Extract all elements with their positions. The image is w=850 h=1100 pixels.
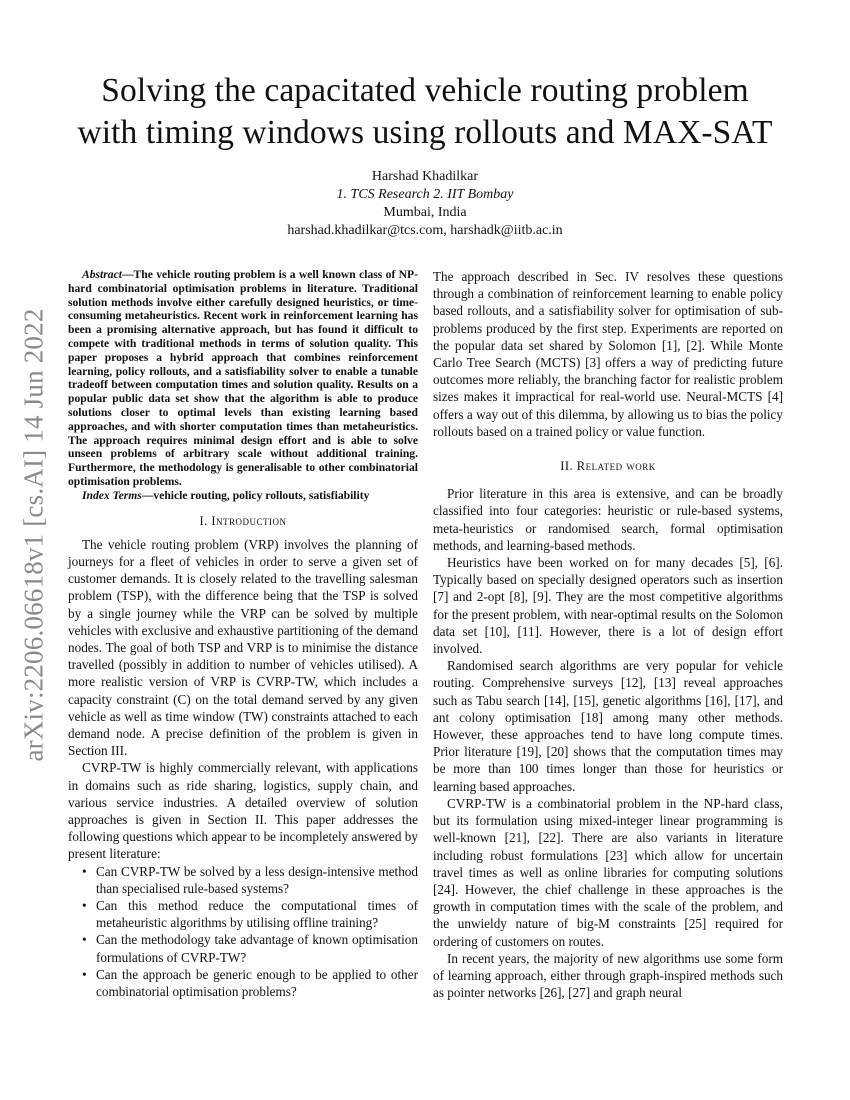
list-item: • Can this method reduce the computational times of metaheuristic algorithms by utilising offline training? (96, 897, 418, 931)
author-location: Mumbai, India (383, 205, 467, 220)
paper-title (40, 70, 810, 154)
author-block (100, 168, 750, 240)
title-line-1: Solving the capacitated vehicle routing problem (101, 72, 749, 109)
index-terms-text: —vehicle routing, policy rollouts, satisfiability (141, 488, 370, 502)
arxiv-stamp-text: arXiv:2206.06618v1 [cs.AI] 14 Jun 2022 (18, 308, 49, 762)
related-paragraph-3: Randomised search algorithms are very popular for vehicle routing. Comprehensive surveys [12], [13] reveal approaches such as Tabu search [14], [15], genetic algorithms [16], [17], and ant colony optimisation [18] among many other methods. However, these approaches tend to have long compute times. Prior literature [19], [20] shows that the computation times may be more than 100 times longer than those for heuristics or learning based approaches. (433, 658, 783, 794)
right-column (433, 268, 783, 1001)
list-item: • Can CVRP-TW be solved by a less design-intensive method than specialised rule-based systems? (96, 863, 418, 897)
abstract-label: Abstract (82, 268, 122, 281)
author-affiliation: 1. TCS Research 2. IIT Bombay (336, 187, 514, 202)
related-paragraph-4: CVRP-TW is a combinatorial problem in the NP-hard class, but its formulation using mixed-integer linear programming is well-known [21], [22]. There are also variants in literature including robust formulations [23] which allow for uncertain travel times as well as online libraries for computing solutions [24]. However, the chief challenge in these approaches is the growth in computation times with the scale of the problem, and the unwieldy nature of big-M constraints [25] required for ordering of customers on routes. (433, 795, 783, 949)
index-terms (68, 489, 418, 503)
author-emails: harshad.khadilkar@tcs.com, harshadk@iitb.ac.in (287, 223, 563, 238)
related-paragraph-2: Heuristics have been worked on for many decades [5], [6]. Typically based on specially designed operators such as insertion [7] and 2-opt [8], [9]. They are the most competitive algorithms for the present problem, with near-optimal results on the Solomon data set [10], [11]. However, there is a lot of design effort involved. (433, 555, 783, 657)
section-heading-introduction: I. Introduction (199, 513, 287, 528)
intro-paragraph-2: CVRP-TW is highly commercially relevant, with applications in domains such as ride sharing, logistics, supply chain, and various service industries. A detailed overview of solution approaches is given in Section II. This paper addresses the following questions which appear to be incompletely answered by present literature: (68, 760, 418, 862)
author-name: Harshad Khadilkar (371, 169, 479, 184)
left-column (68, 268, 418, 1000)
abstract (68, 268, 418, 489)
question-list (68, 863, 418, 1001)
related-paragraph-1: Prior literature in this area is extensive, and can be broadly classified into four categories: heuristic or rule-based systems, meta-heuristics or randomised search, formal optimisation methods, and learning-based methods. (433, 486, 783, 553)
abstract-text: —The vehicle routing problem is a well known class of NP-hard combinatorial optimisation problems in literature. Traditional solution methods involve either carefully designed heuristics, or time-consuming metaheuristics. Recent work in reinforcement learning has been a promising alternative approach, but has found it difficult to compete with traditional methods in terms of solution quality. This paper proposes a hybrid approach that combines reinforcement learning, policy rollouts, and a satisfiability solver to enable a tunable tradeoff between computation times and solution quality. Results on a popular public data set show that the algorithm is able to produce solutions closer to optimal levels than existing learning based approaches, and with shorter computation times than metaheuristics. The approach requires minimal design effort and is able to solve unseen problems of arbitrary scale without additional training. Furthermore, the methodology is generalisable to other combinatorial optimisation problems. (68, 268, 418, 488)
list-item: • Can the methodology take advantage of known optimisation formulations of CVRP-TW? (96, 931, 418, 965)
intro-paragraph-3: The approach described in Sec. IV resolves these questions through a combination of reinforcement learning to enable policy based rollouts, and a satisfiability solver for optimisation of sub-problems produced by the first step. Experiments are reported on the popular data set shared by Solomon [1], [2]. While Monte Carlo Tree Search (MCTS) [3] offers a way of predicting future outcomes more reliably, the branching factor for realistic problem sizes makes it impractical for real-world use. Neural-MCTS [4] offers a way out of this dilemma, by allowing us to bias the policy rollouts based on a trained policy or value function. (433, 269, 783, 439)
list-item: • Can the approach be generic enough to be applied to other combinatorial optimisation problems? (96, 966, 418, 1000)
index-terms-label: Index Terms (82, 488, 142, 502)
title-line-2: with timing windows using rollouts and MAX-SAT (77, 114, 773, 151)
section-heading-related-work: II. Related work (560, 459, 656, 474)
related-paragraph-5: In recent years, the majority of new algorithms use some form of learning approach, either through graph-inspired methods such as pointer networks [26], [27] and graph neural (433, 950, 783, 1001)
intro-paragraph-1: The vehicle routing problem (VRP) involves the planning of journeys for a fleet of vehicles in order to serve a given set of customer demands. It is closely related to the travelling salesman problem (TSP), with the difference being that the TSP is solved by a single journey while the VRP can be solved by multiple vehicles with exclusive and exhaustive partitioning of the demand nodes. The goal of both TSP and VRP is to minimise the distance travelled (possibly in addition to number of vehicles utilised). A more realistic version of VRP is CVRP-TW, which includes a capacity constraint (C) on the total demand served by any given vehicle as well as time window (TW) constraints attached to each demand node. A precise definition of the problem is given in Section III. (68, 536, 418, 759)
arxiv-stamp (4, 300, 64, 770)
